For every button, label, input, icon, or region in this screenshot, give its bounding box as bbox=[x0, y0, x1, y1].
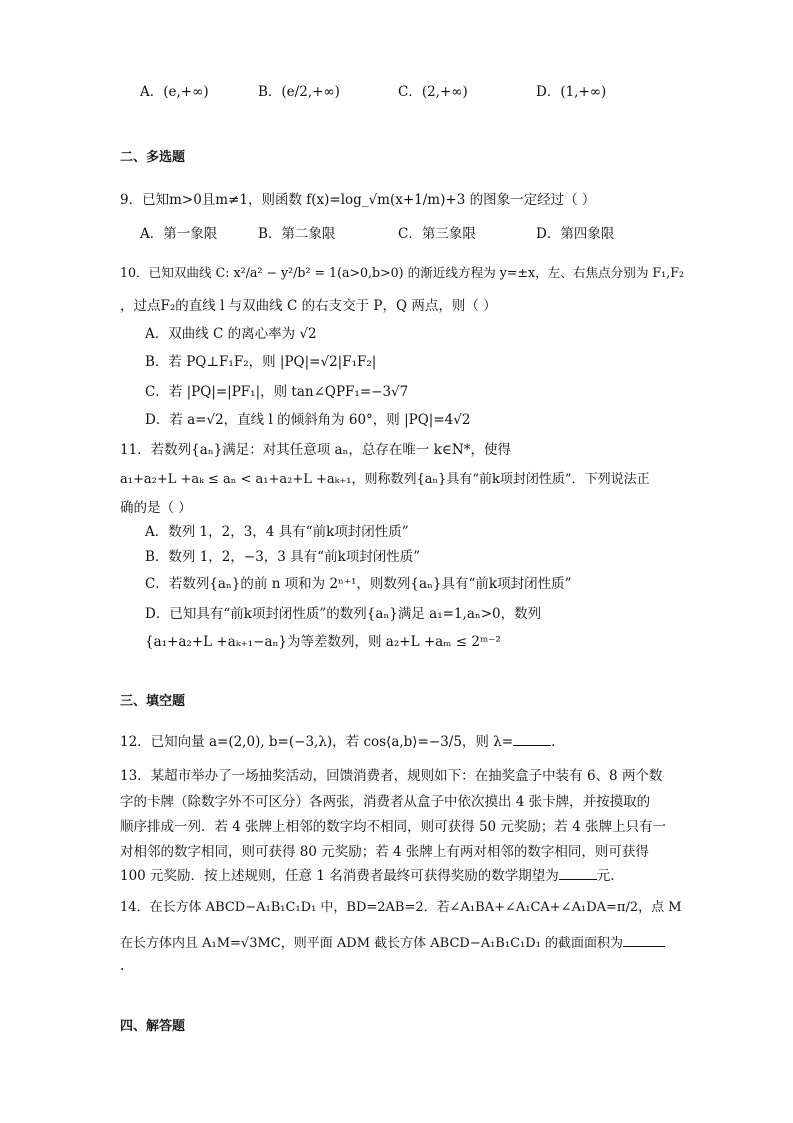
q14-line2-text: 在长方体内且 A₁M=√3MC，则平面 ADM 截长方体 ABCD−A₁B₁C₁D₁ 的截面面积为 bbox=[120, 936, 624, 951]
q10-option-d: D．若 a=√2，直线 l 的倾斜角为 60°，则 |PQ|=4√2 bbox=[145, 412, 471, 428]
q9-option-c: C．第三象限 bbox=[398, 226, 476, 242]
q14-line3: . bbox=[120, 958, 125, 974]
q10-option-b: B．若 PQ⊥F₁F₂，则 |PQ|=√2|F₁F₂| bbox=[145, 354, 377, 370]
section-heading-multiple-choice: 二、多选题 bbox=[120, 150, 186, 165]
q12-tail: . bbox=[551, 734, 556, 750]
prev-option-c: C．(2,+∞) bbox=[398, 84, 468, 100]
q10-stem-line2: ，过点F₂的直线 l 与双曲线 C 的右支交于 P，Q 两点，则（ ） bbox=[120, 298, 497, 314]
q9-option-a: A．第一象限 bbox=[140, 226, 218, 242]
prev-option-d: D．(1,+∞) bbox=[536, 84, 607, 100]
q12-answer-blank bbox=[513, 733, 551, 746]
prev-option-a: A．(e,+∞) bbox=[140, 84, 209, 100]
q13-unit: 元. bbox=[596, 868, 615, 884]
q13-answer-blank bbox=[559, 867, 597, 880]
q14-line1: 14．在长方体 ABCD−A₁B₁C₁D₁ 中，BD=2AB=2．若∠A₁BA+∠A₁CA+∠A₁DA=π/2，点 M bbox=[120, 900, 682, 915]
q14-answer-blank bbox=[623, 934, 665, 947]
q10-option-c: C．若 |PQ|=|PF₁|，则 tan∠QPF₁=−3√7 bbox=[145, 384, 409, 400]
section-heading-solve: 四、解答题 bbox=[120, 1019, 186, 1034]
q12-text: 12．已知向量 a=(2,0), b=(−3,λ)，若 cos⟨a,b⟩=−3/5，则 λ= bbox=[120, 734, 514, 750]
q11-option-a: A．数列 1，2，3，4 具有“前k项封闭性质” bbox=[145, 524, 409, 540]
q13-line5 bbox=[120, 864, 615, 884]
q13-line4: 对相邻的数字相同，则可获得 80 元奖励；若 4 张牌上有两对相邻的数字相同，则可获得 bbox=[120, 844, 649, 860]
q11-option-d-line1: D．已知具有“前k项封闭性质”的数列{aₙ}满足 a₁=1,aₙ>0，数列 bbox=[145, 606, 542, 622]
q10-stem-line1: 10．已知双曲线 C: x²/a² − y²/b² = 1(a>0,b>0) 的渐近线方程为 y=±x，左、右焦点分别为 F₁,F₂ bbox=[120, 265, 685, 280]
q11-option-c: C．若数列{aₙ}的前 n 项和为 2ⁿ⁺¹，则数列{aₙ}具有“前k项封闭性质” bbox=[145, 576, 572, 592]
q12-stem bbox=[120, 730, 555, 750]
q9-option-d: D．第四象限 bbox=[536, 226, 615, 242]
q11-stem-line3: 确的是（ ） bbox=[120, 500, 192, 516]
q11-option-b: B．数列 1，2，−3，3 具有“前k项封闭性质” bbox=[145, 549, 421, 565]
q11-stem-line2: a₁+a₂+L +aₖ ≤ aₙ < a₁+a₂+L +aₖ₊₁，则称数列{aₙ}具有“前k项封闭性质”．下列说法正 bbox=[120, 472, 650, 487]
q13-line1: 13．某超市举办了一场抽奖活动，回馈消费者，规则如下：在抽奖盒子中装有 6、8 两个数 bbox=[120, 768, 663, 784]
q13-last-text: 100 元奖励．按上述规则，任意 1 名消费者最终可获得奖励的数学期望为 bbox=[120, 868, 559, 884]
section-heading-fill-in: 三、填空题 bbox=[120, 694, 186, 709]
q14-line2 bbox=[120, 932, 665, 951]
q13-line2: 字的卡牌（除数字外不可区分）各两张，消费者从盒子中依次摸出 4 张卡牌，并按摸取的 bbox=[120, 794, 651, 810]
q9-stem: 9．已知m>0且m≠1，则函数 f(x)=log_√m(x+1/m)+3 的图象一定经过（ ） bbox=[120, 192, 596, 208]
q11-stem-line1: 11．若数列{aₙ}满足：对其任意项 aₙ，总存在唯一 k∈N*，使得 bbox=[120, 442, 511, 458]
q10-option-a: A．双曲线 C 的离心率为 √2 bbox=[145, 326, 317, 342]
q9-option-b: B．第二象限 bbox=[258, 226, 336, 242]
q11-option-d-line2: {a₁+a₂+L +aₖ₊₁−aₙ}为等差数列，则 a₂+L +aₘ ≤ 2ᵐ⁻² bbox=[145, 634, 501, 650]
q13-line3: 顺序排成一列．若 4 张牌上相邻的数字均不相同，则可获得 50 元奖励；若 4 张牌上只有一 bbox=[120, 819, 667, 835]
prev-option-b: B．(e/2,+∞) bbox=[258, 84, 340, 100]
